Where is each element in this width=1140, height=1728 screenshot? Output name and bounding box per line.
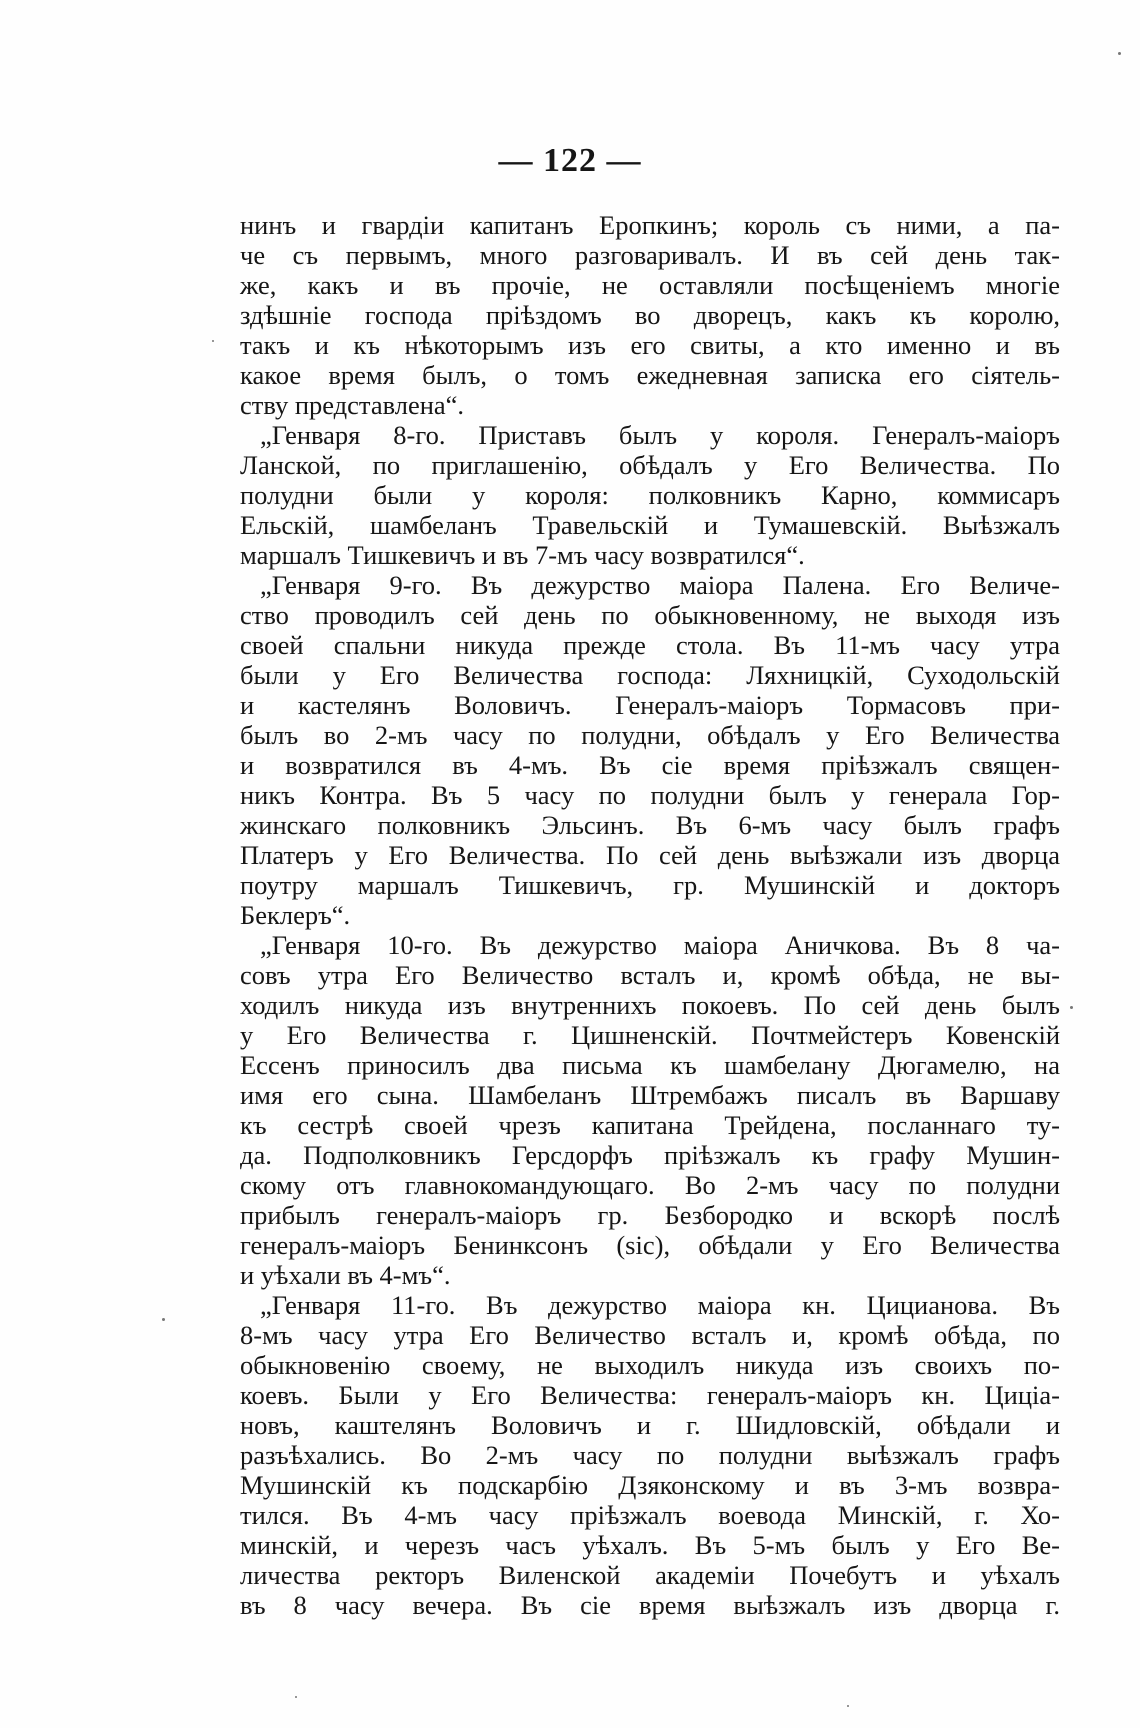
text-line: нинъ и гвардіи капитанъ Еропкинъ; король съ ними, а па- — [240, 210, 1060, 240]
text-line: никъ Контра. Въ 5 часу по полудни былъ у генерала Гор- — [240, 780, 1060, 810]
text-line: обыкновенію своему, не выходилъ никуда изъ своихъ по- — [240, 1350, 1060, 1380]
body-text — [240, 210, 1060, 1620]
text-line: и кастелянъ Воловичъ. Генералъ-маіоръ Тормасовъ при- — [240, 690, 1060, 720]
text-line: же, какъ и въ прочіе, не оставляли посѣщеніемъ многіе — [240, 270, 1060, 300]
text-line: имя его сына. Шамбеланъ Штрембажъ писалъ въ Варшаву — [240, 1080, 1060, 1110]
text-line: „Генваря 10-го. Въ дежурство маіора Аничкова. Въ 8 ча- — [260, 930, 1060, 960]
scan-speck — [1070, 1006, 1073, 1009]
scan-speck — [847, 1705, 849, 1707]
text-line: Ельскій, шамбеланъ Травельскій и Тумашевскій. Выѣзжалъ — [240, 510, 1060, 540]
text-line: да. Подполковникъ Герсдорфъ пріѣзжалъ къ графу Мушин- — [240, 1140, 1060, 1170]
scan-speck — [295, 1696, 297, 1698]
text-line: Ланской, по приглашенію, обѣдалъ у Его Величества. По — [240, 450, 1060, 480]
text-line: че съ первымъ, много разговаривалъ. И въ сей день так- — [240, 240, 1060, 270]
text-line: 8-мъ часу утра Его Величество всталъ и, кромѣ обѣда, по — [240, 1320, 1060, 1350]
text-line: Ессенъ приносилъ два письма къ шамбелану Дюгамелю, на — [240, 1050, 1060, 1080]
text-line: новъ, каштелянъ Воловичъ и г. Шидловскій, обѣдали и — [240, 1410, 1060, 1440]
text-line: Мушинскій къ подскарбію Дзяконскому и въ 3-мъ возвра- — [240, 1470, 1060, 1500]
scan-speck — [212, 340, 214, 342]
text-line: генералъ-маіоръ Бенинксонъ (sic), обѣдали у Его Величества — [240, 1230, 1060, 1260]
text-line: здѣшніе господа пріѣздомъ во дворецъ, какъ къ королю, — [240, 300, 1060, 330]
scan-speck — [162, 1318, 165, 1321]
text-line: личества ректоръ Виленской академіи Почебутъ и уѣхалъ — [240, 1560, 1060, 1590]
text-line: тился. Въ 4-мъ часу пріѣзжалъ воевода Минскій, г. Хо- — [240, 1500, 1060, 1530]
text-line: и уѣхали въ 4-мъ“. — [240, 1260, 451, 1290]
text-line: скому отъ главнокомандующаго. Во 2-мъ часу по полудни — [240, 1170, 1060, 1200]
text-line: ство проводилъ сей день по обыкновенному, не выходя изъ — [240, 600, 1060, 630]
scan-speck — [1118, 52, 1121, 55]
text-line: поутру маршалъ Тишкевичъ, гр. Мушинскій и докторъ — [240, 870, 1060, 900]
text-line: и возвратился въ 4-мъ. Въ сіе время пріѣзжалъ священ- — [240, 750, 1060, 780]
text-line: полудни были у короля: полковникъ Карно, коммисаръ — [240, 480, 1060, 510]
text-line: въ 8 часу вечера. Въ сіе время выѣзжалъ изъ дворца г. — [240, 1590, 1060, 1620]
text-line: ству представлена“. — [240, 390, 465, 420]
text-line: совъ утра Его Величество всталъ и, кромѣ обѣда, не вы- — [240, 960, 1060, 990]
text-line: прибылъ генералъ-маіоръ гр. Безбородко и вскорѣ послѣ — [240, 1200, 1060, 1230]
text-line: коевъ. Были у Его Величества: генералъ-маіоръ кн. Циціа- — [240, 1380, 1060, 1410]
text-line: жинскаго полковникъ Эльсинъ. Въ 6-мъ часу былъ графъ — [240, 810, 1060, 840]
text-line: у Его Величества г. Цишненскій. Почтмейстеръ Ковенскій — [240, 1020, 1060, 1050]
page-number: — 122 — — [498, 142, 642, 179]
text-line: „Генваря 11-го. Въ дежурство маіора кн. Цицианова. Въ — [260, 1290, 1060, 1320]
text-line: къ сестрѣ своей чрезъ капитана Трейдена, посланнаго ту- — [240, 1110, 1060, 1140]
text-line: такъ и къ нѣкоторымъ изъ его свиты, а кто именно и въ — [240, 330, 1060, 360]
text-line: какое время былъ, о томъ ежедневная записка его сіятель- — [240, 360, 1060, 390]
text-line: Платеръ у Его Величества. По сей день выѣзжали изъ дворца — [240, 840, 1060, 870]
text-line: разъѣхались. Во 2-мъ часу по полудни выѣзжалъ графъ — [240, 1440, 1060, 1470]
text-line: минскій, и черезъ часъ уѣхалъ. Въ 5-мъ былъ у Его Ве- — [240, 1530, 1060, 1560]
text-line: маршалъ Тишкевичъ и въ 7-мъ часу возвратился“. — [240, 540, 805, 570]
text-line: ходилъ никуда изъ внутреннихъ покоевъ. По сей день былъ — [240, 990, 1060, 1020]
text-line: Беклеръ“. — [240, 900, 351, 930]
text-line: своей спальни никуда прежде стола. Въ 11-мъ часу утра — [240, 630, 1060, 660]
text-line: „Генваря 9-го. Въ дежурство маіора Палена. Его Величе- — [260, 570, 1060, 600]
text-line: былъ во 2-мъ часу по полудни, обѣдалъ у Его Величества — [240, 720, 1060, 750]
text-line: „Генваря 8-го. Приставъ былъ у короля. Генералъ-маіоръ — [260, 420, 1060, 450]
text-line: были у Его Величества господа: Ляхницкій, Суходольскій — [240, 660, 1060, 690]
